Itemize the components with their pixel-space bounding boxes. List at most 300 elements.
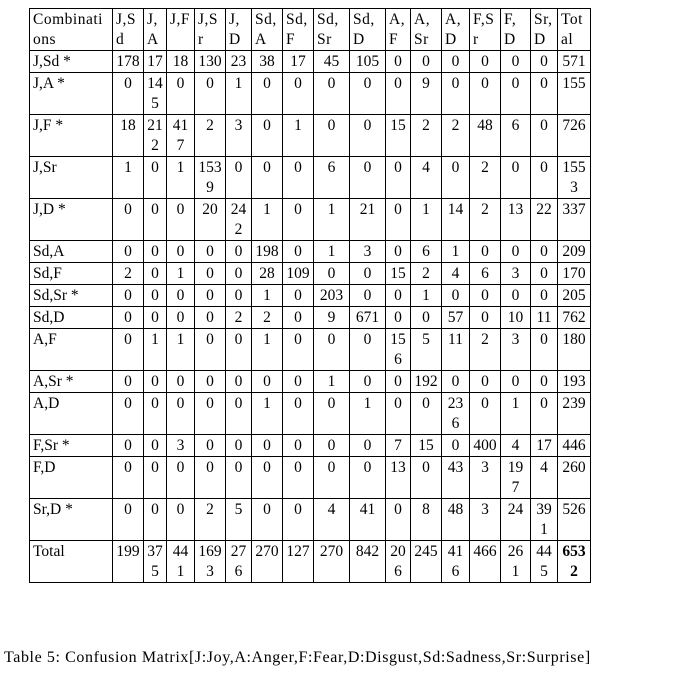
table-cell: 0 — [531, 115, 558, 157]
table-cell: 180 — [558, 329, 591, 371]
table-cell: 18 — [113, 115, 144, 157]
table-cell: 2 — [470, 157, 501, 199]
table-cell: 0 — [283, 393, 314, 435]
table-row — [30, 499, 591, 541]
header-row — [30, 9, 591, 51]
header-cell: F,D — [501, 9, 531, 51]
table-cell: 145 — [144, 73, 167, 115]
table-cell: 0 — [470, 241, 501, 263]
table-cell: 0 — [167, 73, 195, 115]
table-cell: 0 — [283, 371, 314, 393]
row-label: J,Sr — [30, 157, 113, 199]
table-cell: 3 — [501, 329, 531, 371]
table-cell: 1 — [314, 371, 350, 393]
table-cell: 0 — [501, 157, 531, 199]
header-cell: A,D — [442, 9, 470, 51]
table-cell: 1 — [252, 199, 283, 241]
table-cell: 23 — [226, 51, 252, 73]
table-cell: 0 — [470, 371, 501, 393]
table-cell: 4 — [531, 457, 558, 499]
table-cell: 127 — [283, 541, 314, 583]
table-cell: 0 — [167, 241, 195, 263]
table-body — [30, 51, 591, 583]
table-cell: 0 — [501, 51, 531, 73]
table-cell: 0 — [167, 285, 195, 307]
table-row — [30, 115, 591, 157]
table-cell: 417 — [167, 115, 195, 157]
table-cell: 0 — [144, 285, 167, 307]
table-cell: 0 — [314, 435, 350, 457]
table-cell: 3 — [470, 457, 501, 499]
table-cell: 2 — [226, 307, 252, 329]
table-cell: 571 — [558, 51, 591, 73]
table-cell: 2 — [442, 115, 470, 157]
table-cell: 0 — [167, 499, 195, 541]
table-cell: 0 — [501, 371, 531, 393]
table-cell: 0 — [350, 115, 386, 157]
table-cell: 0 — [144, 263, 167, 285]
table-cell: 0 — [501, 73, 531, 115]
table-cell: 0 — [314, 393, 350, 435]
header-cell: Sd,D — [350, 9, 386, 51]
table-cell: 0 — [411, 457, 442, 499]
table-cell: 762 — [558, 307, 591, 329]
table-cell: 1 — [113, 157, 144, 199]
row-label: F,D — [30, 457, 113, 499]
table-cell: 270 — [314, 541, 350, 583]
table-cell: 6 — [470, 263, 501, 285]
table-cell: 1 — [350, 393, 386, 435]
table-cell: 0 — [314, 457, 350, 499]
table-cell: 1693 — [195, 541, 226, 583]
table-cell: 0 — [113, 241, 144, 263]
row-label: Sd,Sr * — [30, 285, 113, 307]
table-cell: 15 — [386, 115, 411, 157]
table-cell: 0 — [113, 371, 144, 393]
table-cell: 671 — [350, 307, 386, 329]
table-cell: 0 — [442, 157, 470, 199]
table-cell: 441 — [167, 541, 195, 583]
table-cell: 130 — [195, 51, 226, 73]
table-cell: 1 — [411, 285, 442, 307]
table-cell: 3 — [470, 499, 501, 541]
table-cell: 0 — [386, 157, 411, 199]
table-cell: 45 — [314, 51, 350, 73]
header-cell: J,D — [226, 9, 252, 51]
table-cell: 375 — [144, 541, 167, 583]
table-cell: 0 — [195, 285, 226, 307]
header-cell: A,Sr — [411, 9, 442, 51]
table-cell: 0 — [531, 329, 558, 371]
header-cell-combinations: Combinations — [30, 9, 113, 51]
row-label: F,Sr * — [30, 435, 113, 457]
table-cell: 4 — [411, 157, 442, 199]
table-cell: 0 — [442, 435, 470, 457]
row-label: A,F — [30, 329, 113, 371]
table-cell: 1 — [167, 263, 195, 285]
table-cell: 9 — [314, 307, 350, 329]
table-cell: 43 — [442, 457, 470, 499]
header-cell: J,F — [167, 9, 195, 51]
table-cell: 0 — [167, 457, 195, 499]
row-label: J,D * — [30, 199, 113, 241]
table-cell: 0 — [144, 199, 167, 241]
row-label: A,Sr * — [30, 371, 113, 393]
table-cell: 197 — [501, 457, 531, 499]
table-cell: 0 — [195, 329, 226, 371]
table-cell: 209 — [558, 241, 591, 263]
table-row — [30, 393, 591, 435]
table-cell: 109 — [283, 263, 314, 285]
table-cell: 0 — [283, 241, 314, 263]
table-cell: 48 — [470, 115, 501, 157]
row-label: Sd,F — [30, 263, 113, 285]
table-cell: 0 — [470, 307, 501, 329]
table-cell: 0 — [386, 499, 411, 541]
table-cell: 260 — [558, 457, 591, 499]
table-cell: 0 — [195, 241, 226, 263]
table-cell: 0 — [350, 435, 386, 457]
table-cell: 198 — [252, 241, 283, 263]
table-cell: 0 — [226, 371, 252, 393]
table-cell: 0 — [411, 393, 442, 435]
table-row — [30, 73, 591, 115]
table-cell: 7 — [386, 435, 411, 457]
table-cell: 2 — [252, 307, 283, 329]
table-cell: 337 — [558, 199, 591, 241]
table-cell: 1553 — [558, 157, 591, 199]
table-cell: 0 — [144, 435, 167, 457]
table-cell: 1 — [314, 199, 350, 241]
table-cell: 21 — [350, 199, 386, 241]
confusion-matrix-table — [29, 8, 591, 583]
table-cell: 1 — [144, 329, 167, 371]
table-cell: 0 — [195, 435, 226, 457]
table-cell: 11 — [531, 307, 558, 329]
table-cell: 726 — [558, 115, 591, 157]
table-cell: 155 — [558, 73, 591, 115]
table-cell: 0 — [167, 371, 195, 393]
row-label: J,F * — [30, 115, 113, 157]
table-cell: 0 — [195, 393, 226, 435]
table-cell: 0 — [195, 73, 226, 115]
table-cell: 105 — [350, 51, 386, 73]
table-cell: 270 — [252, 541, 283, 583]
header-cell: Sd,F — [283, 9, 314, 51]
table-cell: 11 — [442, 329, 470, 371]
table-cell: 0 — [113, 307, 144, 329]
table-cell: 261 — [501, 541, 531, 583]
table-cell: 41 — [350, 499, 386, 541]
table-row — [30, 241, 591, 263]
table-cell: 1 — [442, 241, 470, 263]
table-cell: 170 — [558, 263, 591, 285]
table-cell: 0 — [113, 73, 144, 115]
table-cell: 48 — [442, 499, 470, 541]
table-cell: 57 — [442, 307, 470, 329]
row-label: Total — [30, 541, 113, 583]
table-cell: 0 — [283, 157, 314, 199]
table-cell: 842 — [350, 541, 386, 583]
table-cell: 0 — [350, 457, 386, 499]
table-cell: 0 — [470, 393, 501, 435]
header-cell: Sr,D — [531, 9, 558, 51]
header-cell: F,Sr — [470, 9, 501, 51]
table-cell: 14 — [442, 199, 470, 241]
table-cell: 0 — [144, 499, 167, 541]
table-cell: 8 — [411, 499, 442, 541]
table-row — [30, 285, 591, 307]
table-cell: 0 — [144, 393, 167, 435]
table-row — [30, 371, 591, 393]
table-row — [30, 263, 591, 285]
table-cell: 205 — [558, 285, 591, 307]
table-cell: 0 — [113, 285, 144, 307]
table-cell: 1 — [314, 241, 350, 263]
table-cell: 0 — [167, 199, 195, 241]
table-cell: 0 — [195, 307, 226, 329]
table-cell: 2 — [470, 199, 501, 241]
table-cell: 0 — [314, 73, 350, 115]
table-cell: 10 — [501, 307, 531, 329]
table-cell: 0 — [226, 157, 252, 199]
table-cell: 156 — [386, 329, 411, 371]
table-cell: 0 — [113, 199, 144, 241]
table-cell: 0 — [386, 199, 411, 241]
table-cell: 0 — [252, 435, 283, 457]
header-cell: A,F — [386, 9, 411, 51]
table-cell: 5 — [226, 499, 252, 541]
table-cell: 199 — [113, 541, 144, 583]
table-cell: 4 — [442, 263, 470, 285]
table-cell: 0 — [252, 371, 283, 393]
table-cell: 0 — [470, 51, 501, 73]
table-cell: 0 — [314, 115, 350, 157]
table-cell: 0 — [252, 457, 283, 499]
table-cell: 416 — [442, 541, 470, 583]
table-cell: 0 — [167, 307, 195, 329]
table-cell: 0 — [386, 51, 411, 73]
table-cell: 2 — [411, 263, 442, 285]
table-cell: 0 — [350, 371, 386, 393]
table-cell: 4 — [314, 499, 350, 541]
table-cell: 0 — [113, 457, 144, 499]
table-cell: 242 — [226, 199, 252, 241]
table-cell: 0 — [195, 263, 226, 285]
table-cell: 236 — [442, 393, 470, 435]
table-cell: 193 — [558, 371, 591, 393]
table-cell: 526 — [558, 499, 591, 541]
row-label: A,D — [30, 393, 113, 435]
table-cell: 203 — [314, 285, 350, 307]
table-cell: 1 — [252, 329, 283, 371]
table-row — [30, 457, 591, 499]
header-cell: Sd,Sr — [314, 9, 350, 51]
table-cell: 3 — [226, 115, 252, 157]
table-cell: 0 — [531, 285, 558, 307]
table-cell: 0 — [350, 329, 386, 371]
table-cell: 6 — [501, 115, 531, 157]
table-row — [30, 435, 591, 457]
table-cell: 1 — [167, 157, 195, 199]
table-cell: 0 — [252, 157, 283, 199]
table-cell: 2 — [411, 115, 442, 157]
table-cell: 13 — [386, 457, 411, 499]
table-cell: 0 — [386, 393, 411, 435]
table-cell: 22 — [531, 199, 558, 241]
table-cell: 15 — [386, 263, 411, 285]
confusion-matrix-container — [29, 8, 591, 583]
header-cell: Sd,A — [252, 9, 283, 51]
table-cell: 0 — [283, 199, 314, 241]
table-cell: 2 — [195, 499, 226, 541]
table-cell: 0 — [283, 457, 314, 499]
table-row — [30, 157, 591, 199]
table-cell: 0 — [531, 371, 558, 393]
table-cell: 0 — [283, 435, 314, 457]
table-cell: 0 — [442, 371, 470, 393]
table-cell: 24 — [501, 499, 531, 541]
table-cell: 0 — [350, 285, 386, 307]
table-cell: 400 — [470, 435, 501, 457]
table-cell: 446 — [558, 435, 591, 457]
table-cell: 206 — [386, 541, 411, 583]
table-cell: 0 — [442, 73, 470, 115]
table-cell: 2 — [195, 115, 226, 157]
table-cell: 1 — [501, 393, 531, 435]
table-cell: 0 — [283, 499, 314, 541]
table-cell: 0 — [144, 371, 167, 393]
table-cell: 0 — [350, 263, 386, 285]
table-cell: 3 — [501, 263, 531, 285]
table-cell: 6 — [314, 157, 350, 199]
table-cell: 0 — [113, 499, 144, 541]
table-cell: 0 — [531, 73, 558, 115]
table-cell: 17 — [283, 51, 314, 73]
table-cell: 276 — [226, 541, 252, 583]
table-cell: 0 — [144, 307, 167, 329]
table-cell: 1 — [226, 73, 252, 115]
table-cell: 1 — [411, 199, 442, 241]
table-cell: 0 — [386, 241, 411, 263]
table-cell: 0 — [531, 51, 558, 73]
table-cell: 0 — [226, 285, 252, 307]
table-cell: 0 — [531, 241, 558, 263]
table-cell: 0 — [113, 393, 144, 435]
table-cell: 9 — [411, 73, 442, 115]
table-cell: 0 — [350, 157, 386, 199]
table-cell: 15 — [411, 435, 442, 457]
table-cell: 0 — [531, 393, 558, 435]
table-cell: 0 — [252, 499, 283, 541]
table-cell: 3 — [167, 435, 195, 457]
table-cell: 0 — [386, 307, 411, 329]
table-cell: 13 — [501, 199, 531, 241]
table-cell: 20 — [195, 199, 226, 241]
table-cell: 391 — [531, 499, 558, 541]
table-row — [30, 307, 591, 329]
table-cell: 0 — [195, 457, 226, 499]
table-cell: 0 — [226, 435, 252, 457]
table-cell: 0 — [283, 329, 314, 371]
header-cell: J,Sr — [195, 9, 226, 51]
table-cell: 5 — [411, 329, 442, 371]
table-cell: 4 — [501, 435, 531, 457]
table-cell: 0 — [113, 329, 144, 371]
table-caption: Table 5: Confusion Matrix[J:Joy,A:Anger,F:Fear,D:Disgust,Sd:Sadness,Sr:Surprise] — [4, 649, 591, 666]
table-cell: 0 — [144, 241, 167, 263]
table-cell: 0 — [386, 285, 411, 307]
table-row — [30, 51, 591, 73]
table-cell: 0 — [167, 393, 195, 435]
row-label: Sr,D * — [30, 499, 113, 541]
table-row — [30, 541, 591, 583]
table-cell: 0 — [314, 263, 350, 285]
header-cell: J,Sd — [113, 9, 144, 51]
table-cell: 0 — [226, 241, 252, 263]
table-cell: 2 — [470, 329, 501, 371]
table-cell: 0 — [283, 73, 314, 115]
table-cell: 1 — [167, 329, 195, 371]
table-cell: 0 — [195, 371, 226, 393]
table-cell: 0 — [314, 329, 350, 371]
row-label: J,A * — [30, 73, 113, 115]
table-cell: 245 — [411, 541, 442, 583]
table-row — [30, 199, 591, 241]
table-cell: 3 — [350, 241, 386, 263]
table-cell: 0 — [226, 393, 252, 435]
table-cell: 0 — [501, 241, 531, 263]
table-cell: 2 — [113, 263, 144, 285]
table-cell: 28 — [252, 263, 283, 285]
table-cell: 1539 — [195, 157, 226, 199]
table-cell: 0 — [386, 371, 411, 393]
table-cell: 0 — [411, 51, 442, 73]
table-cell: 0 — [386, 73, 411, 115]
table-cell: 192 — [411, 371, 442, 393]
table-cell: 0 — [113, 435, 144, 457]
table-cell: 0 — [283, 285, 314, 307]
row-label: Sd,A — [30, 241, 113, 263]
table-cell: 0 — [252, 73, 283, 115]
table-cell: 38 — [252, 51, 283, 73]
header-cell: Total — [558, 9, 591, 51]
table-cell: 0 — [350, 73, 386, 115]
table-cell: 0 — [470, 285, 501, 307]
table-cell: 0 — [226, 457, 252, 499]
table-cell: 0 — [252, 115, 283, 157]
table-cell: 212 — [144, 115, 167, 157]
table-cell: 0 — [144, 157, 167, 199]
table-cell: 1 — [252, 285, 283, 307]
table-cell: 6 — [411, 241, 442, 263]
table-cell: 0 — [442, 51, 470, 73]
table-cell: 0 — [470, 73, 501, 115]
row-label: J,Sd * — [30, 51, 113, 73]
table-cell: 0 — [144, 457, 167, 499]
table-row — [30, 329, 591, 371]
table-cell: 0 — [226, 263, 252, 285]
table-cell: 1 — [283, 115, 314, 157]
table-cell: 17 — [531, 435, 558, 457]
table-cell: 6532 — [558, 541, 591, 583]
table-cell: 0 — [226, 329, 252, 371]
table-cell: 18 — [167, 51, 195, 73]
table-cell: 178 — [113, 51, 144, 73]
table-cell: 445 — [531, 541, 558, 583]
table-cell: 1 — [252, 393, 283, 435]
row-label: Sd,D — [30, 307, 113, 329]
